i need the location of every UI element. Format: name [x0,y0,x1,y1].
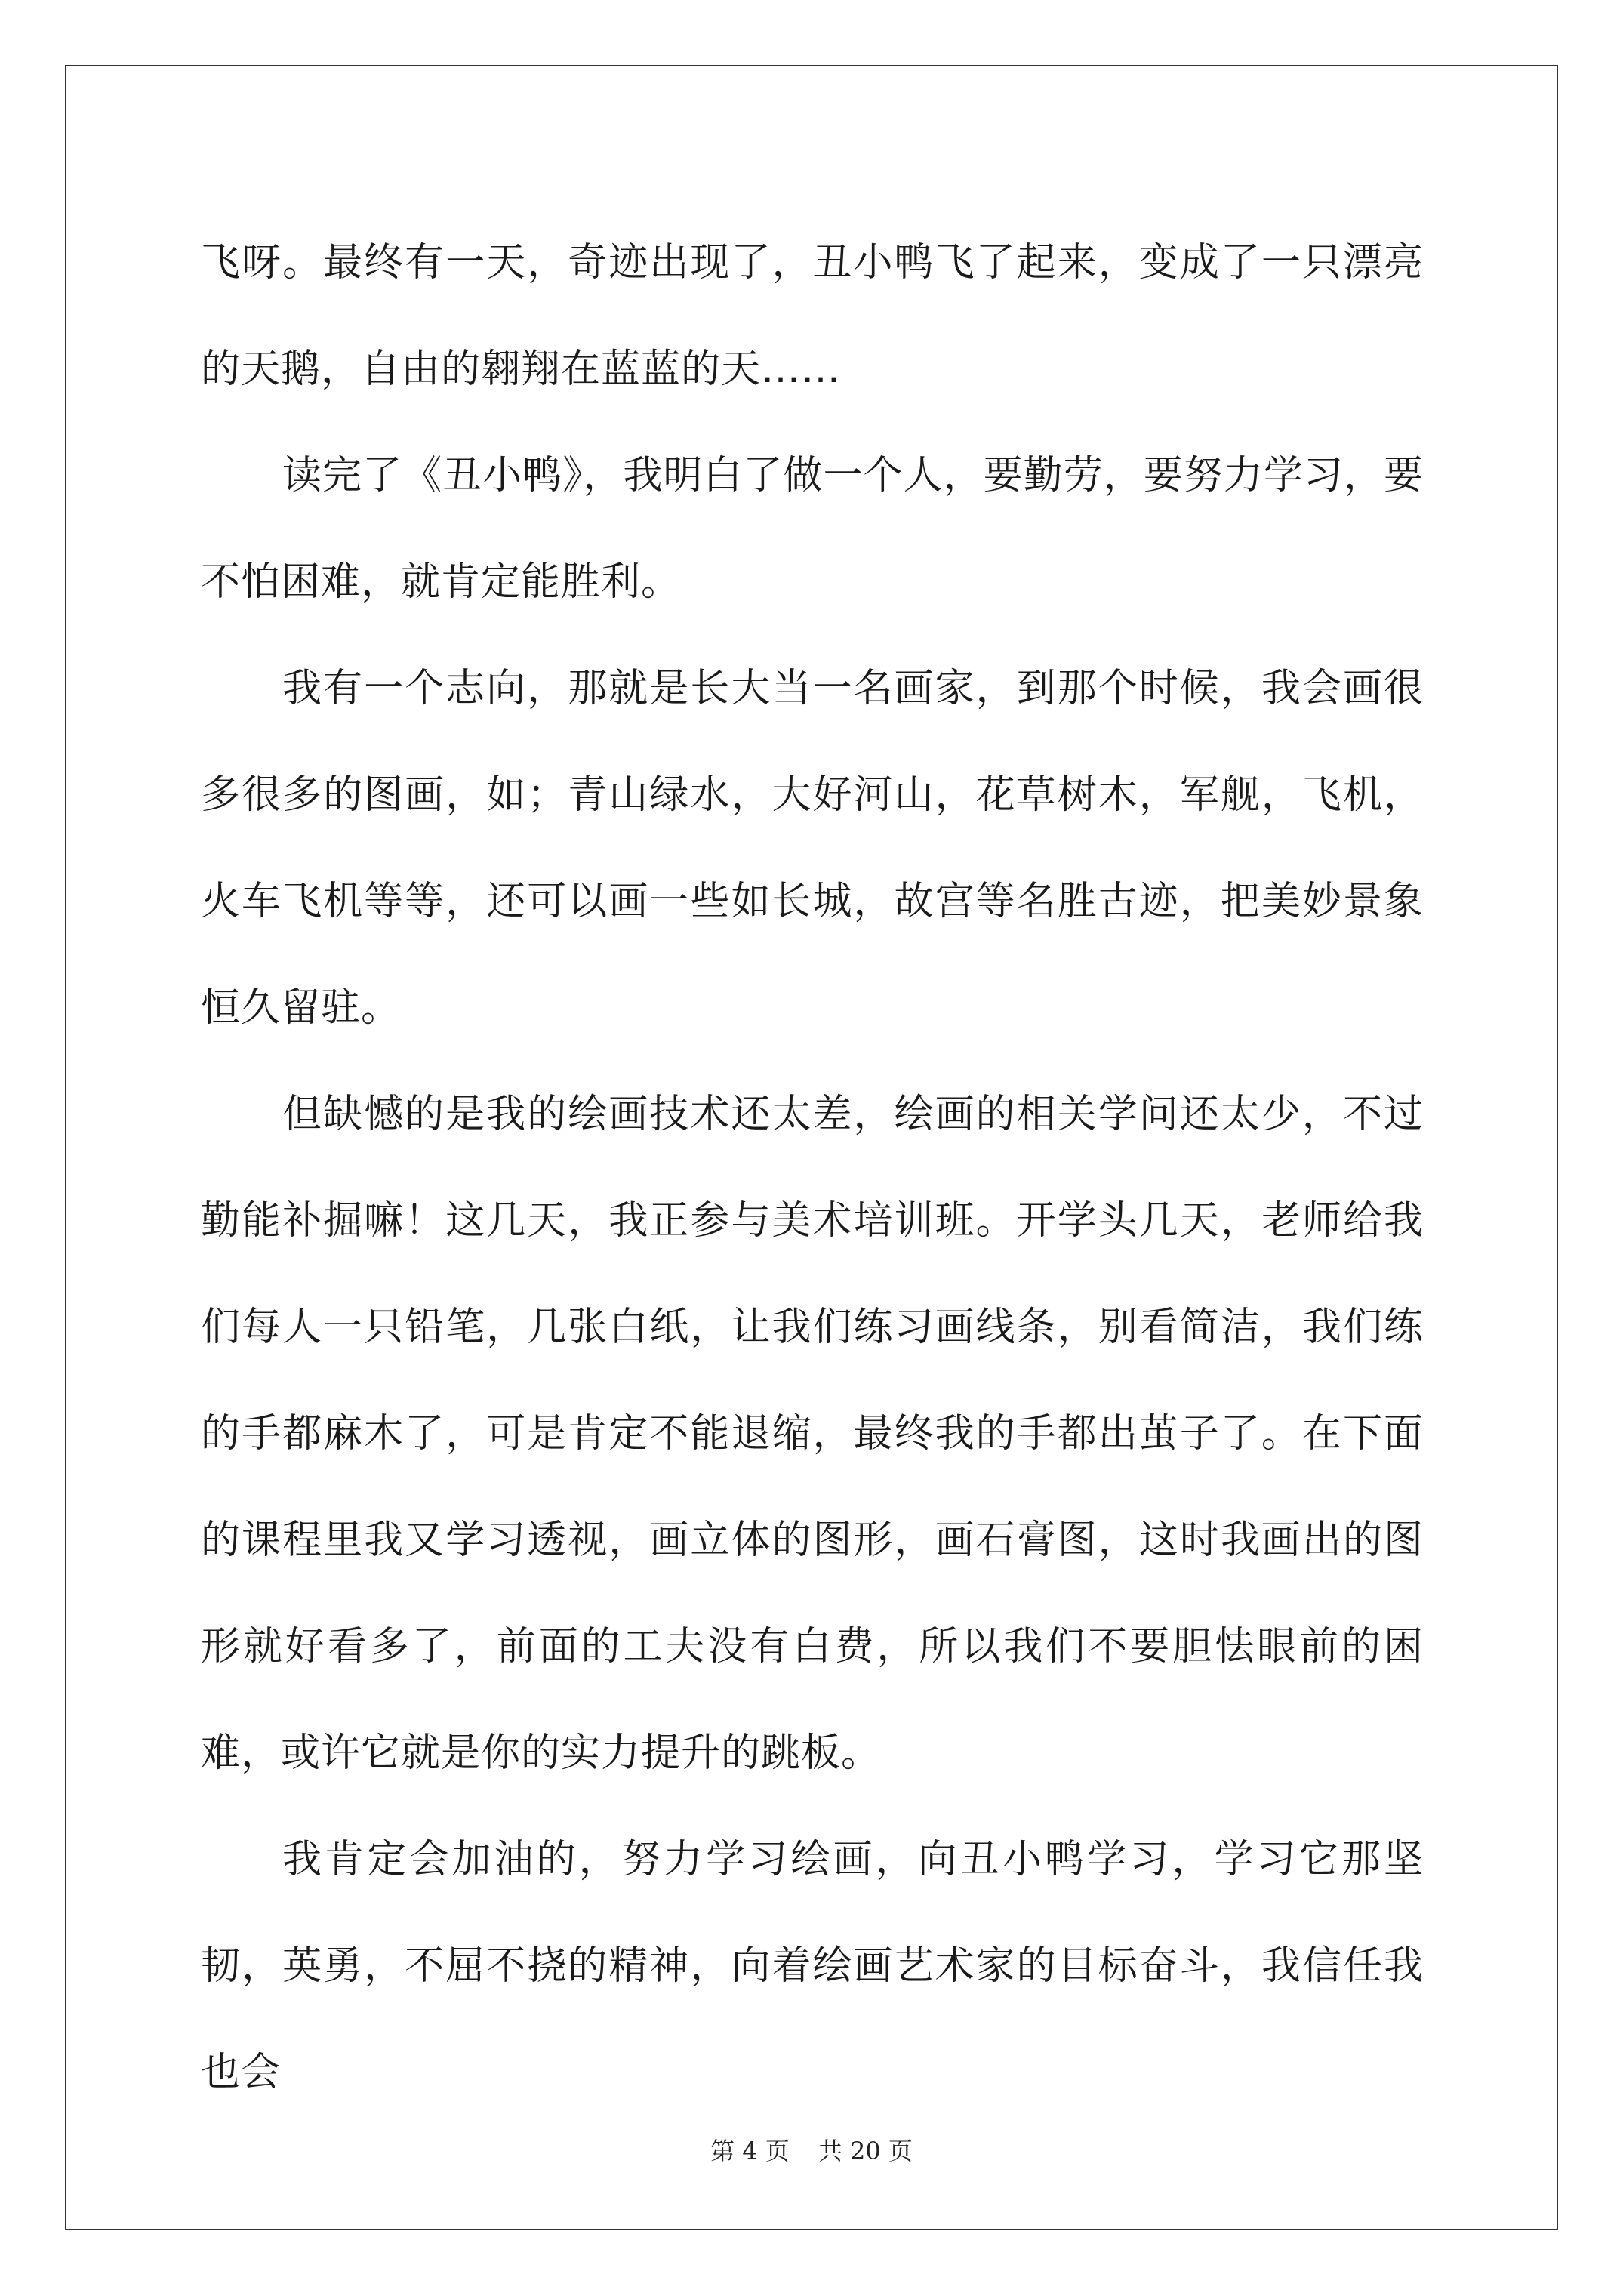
paragraph-3: 我有一个志向，那就是长大当一名画家，到那个时候，我会画很多很多的图画，如；青山绿水，大好河山，花草树木，军舰，飞机，火车飞机等等，还可以画一些如长城，故宫等名胜古迹，把美妙景象恒久留驻。 [201,666,1424,1031]
page-total: 共 20 页 [818,2137,913,2165]
page-footer [0,2132,1623,2167]
paragraph-2: 读完了《丑小鸭》，我明白了做一个人，要勤劳，要努力学习，要不怕困难，就肯定能胜利。 [201,453,1424,605]
paragraph-1: 飞呀。最终有一天，奇迹出现了，丑小鸭飞了起来，变成了一只漂亮的天鹅，自由的翱翔在蓝蓝的天…… [201,240,1424,392]
paragraph-5: 我肯定会加油的，努力学习绘画，向丑小鸭学习，学习它那坚韧，英勇，不屈不挠的精神，向着绘画艺术家的目标奋斗，我信任我也会 [201,1837,1424,2095]
document-body [201,210,1424,2126]
page-number: 第 4 页 [710,2137,790,2165]
paragraph-4: 但缺憾的是我的绘画技术还太差，绘画的相关学问还太少，不过勤能补掘嘛！这几天，我正参与美术培训班。开学头几天，老师给我们每人一只铅笔，几张白纸，让我们练习画线条，别看简洁，我们练的手都麻木了，可是肯定不能退缩，最终我的手都出茧子了。在下面的课程里我又学习透视，画立体的图形，画石膏图，这时我画出的图形就好看多了，前面的工夫没有白费，所以我们不要胆怯眼前的困难，或许它就是你的实力提升的跳板。 [201,1092,1424,1776]
